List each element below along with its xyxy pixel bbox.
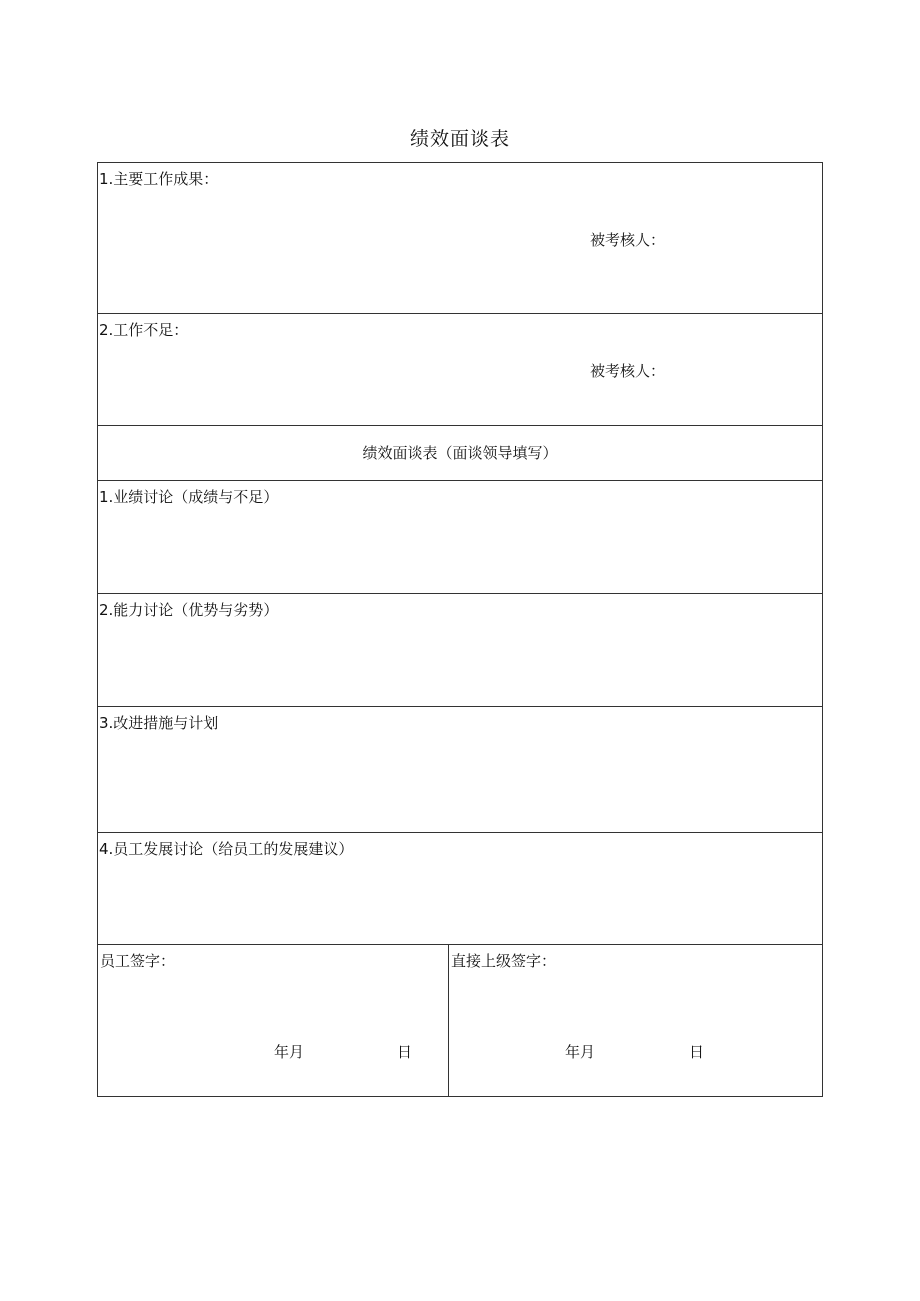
achievements-label: 1.主要工作成果： (99, 170, 219, 188)
supervisor-signature-cell[interactable] (449, 945, 822, 1096)
development-discussion-label: 4.员工发展讨论（给员工的发展建议） (99, 840, 354, 858)
shortcomings-assessee-label: 被考核人： (590, 362, 666, 380)
shortcomings-label: 2.工作不足： (99, 321, 189, 339)
achievements-assessee-label: 被考核人： (590, 231, 666, 249)
performance-review-form (97, 162, 823, 1097)
development-discussion-section[interactable] (98, 833, 822, 945)
performance-discussion-label: 1.业绩讨论（成绩与不足） (99, 488, 279, 506)
achievements-section[interactable] (98, 163, 822, 314)
form-title: 绩效面谈表 (409, 128, 510, 150)
leader-section-heading: 绩效面谈表（面谈领导填写） (362, 444, 558, 462)
improvement-plan-section[interactable] (98, 707, 822, 833)
performance-discussion-section[interactable] (98, 481, 822, 594)
ability-discussion-section[interactable] (98, 594, 822, 707)
employee-signature-cell[interactable] (98, 945, 449, 1096)
employee-date-day: 日 (397, 1043, 413, 1061)
shortcomings-section[interactable] (98, 314, 822, 426)
signature-row (98, 945, 822, 1096)
ability-discussion-label: 2.能力讨论（优势与劣势） (99, 601, 279, 619)
leader-section-heading-row (98, 426, 822, 481)
supervisor-date-year-month: 年月 (565, 1043, 596, 1061)
supervisor-signature-label: 直接上级签字： (451, 952, 557, 970)
employee-signature-label: 员工签字： (100, 952, 176, 970)
employee-date-year-month: 年月 (274, 1043, 305, 1061)
improvement-plan-label: 3.改进措施与计划 (99, 714, 219, 732)
supervisor-date-day: 日 (689, 1043, 705, 1061)
